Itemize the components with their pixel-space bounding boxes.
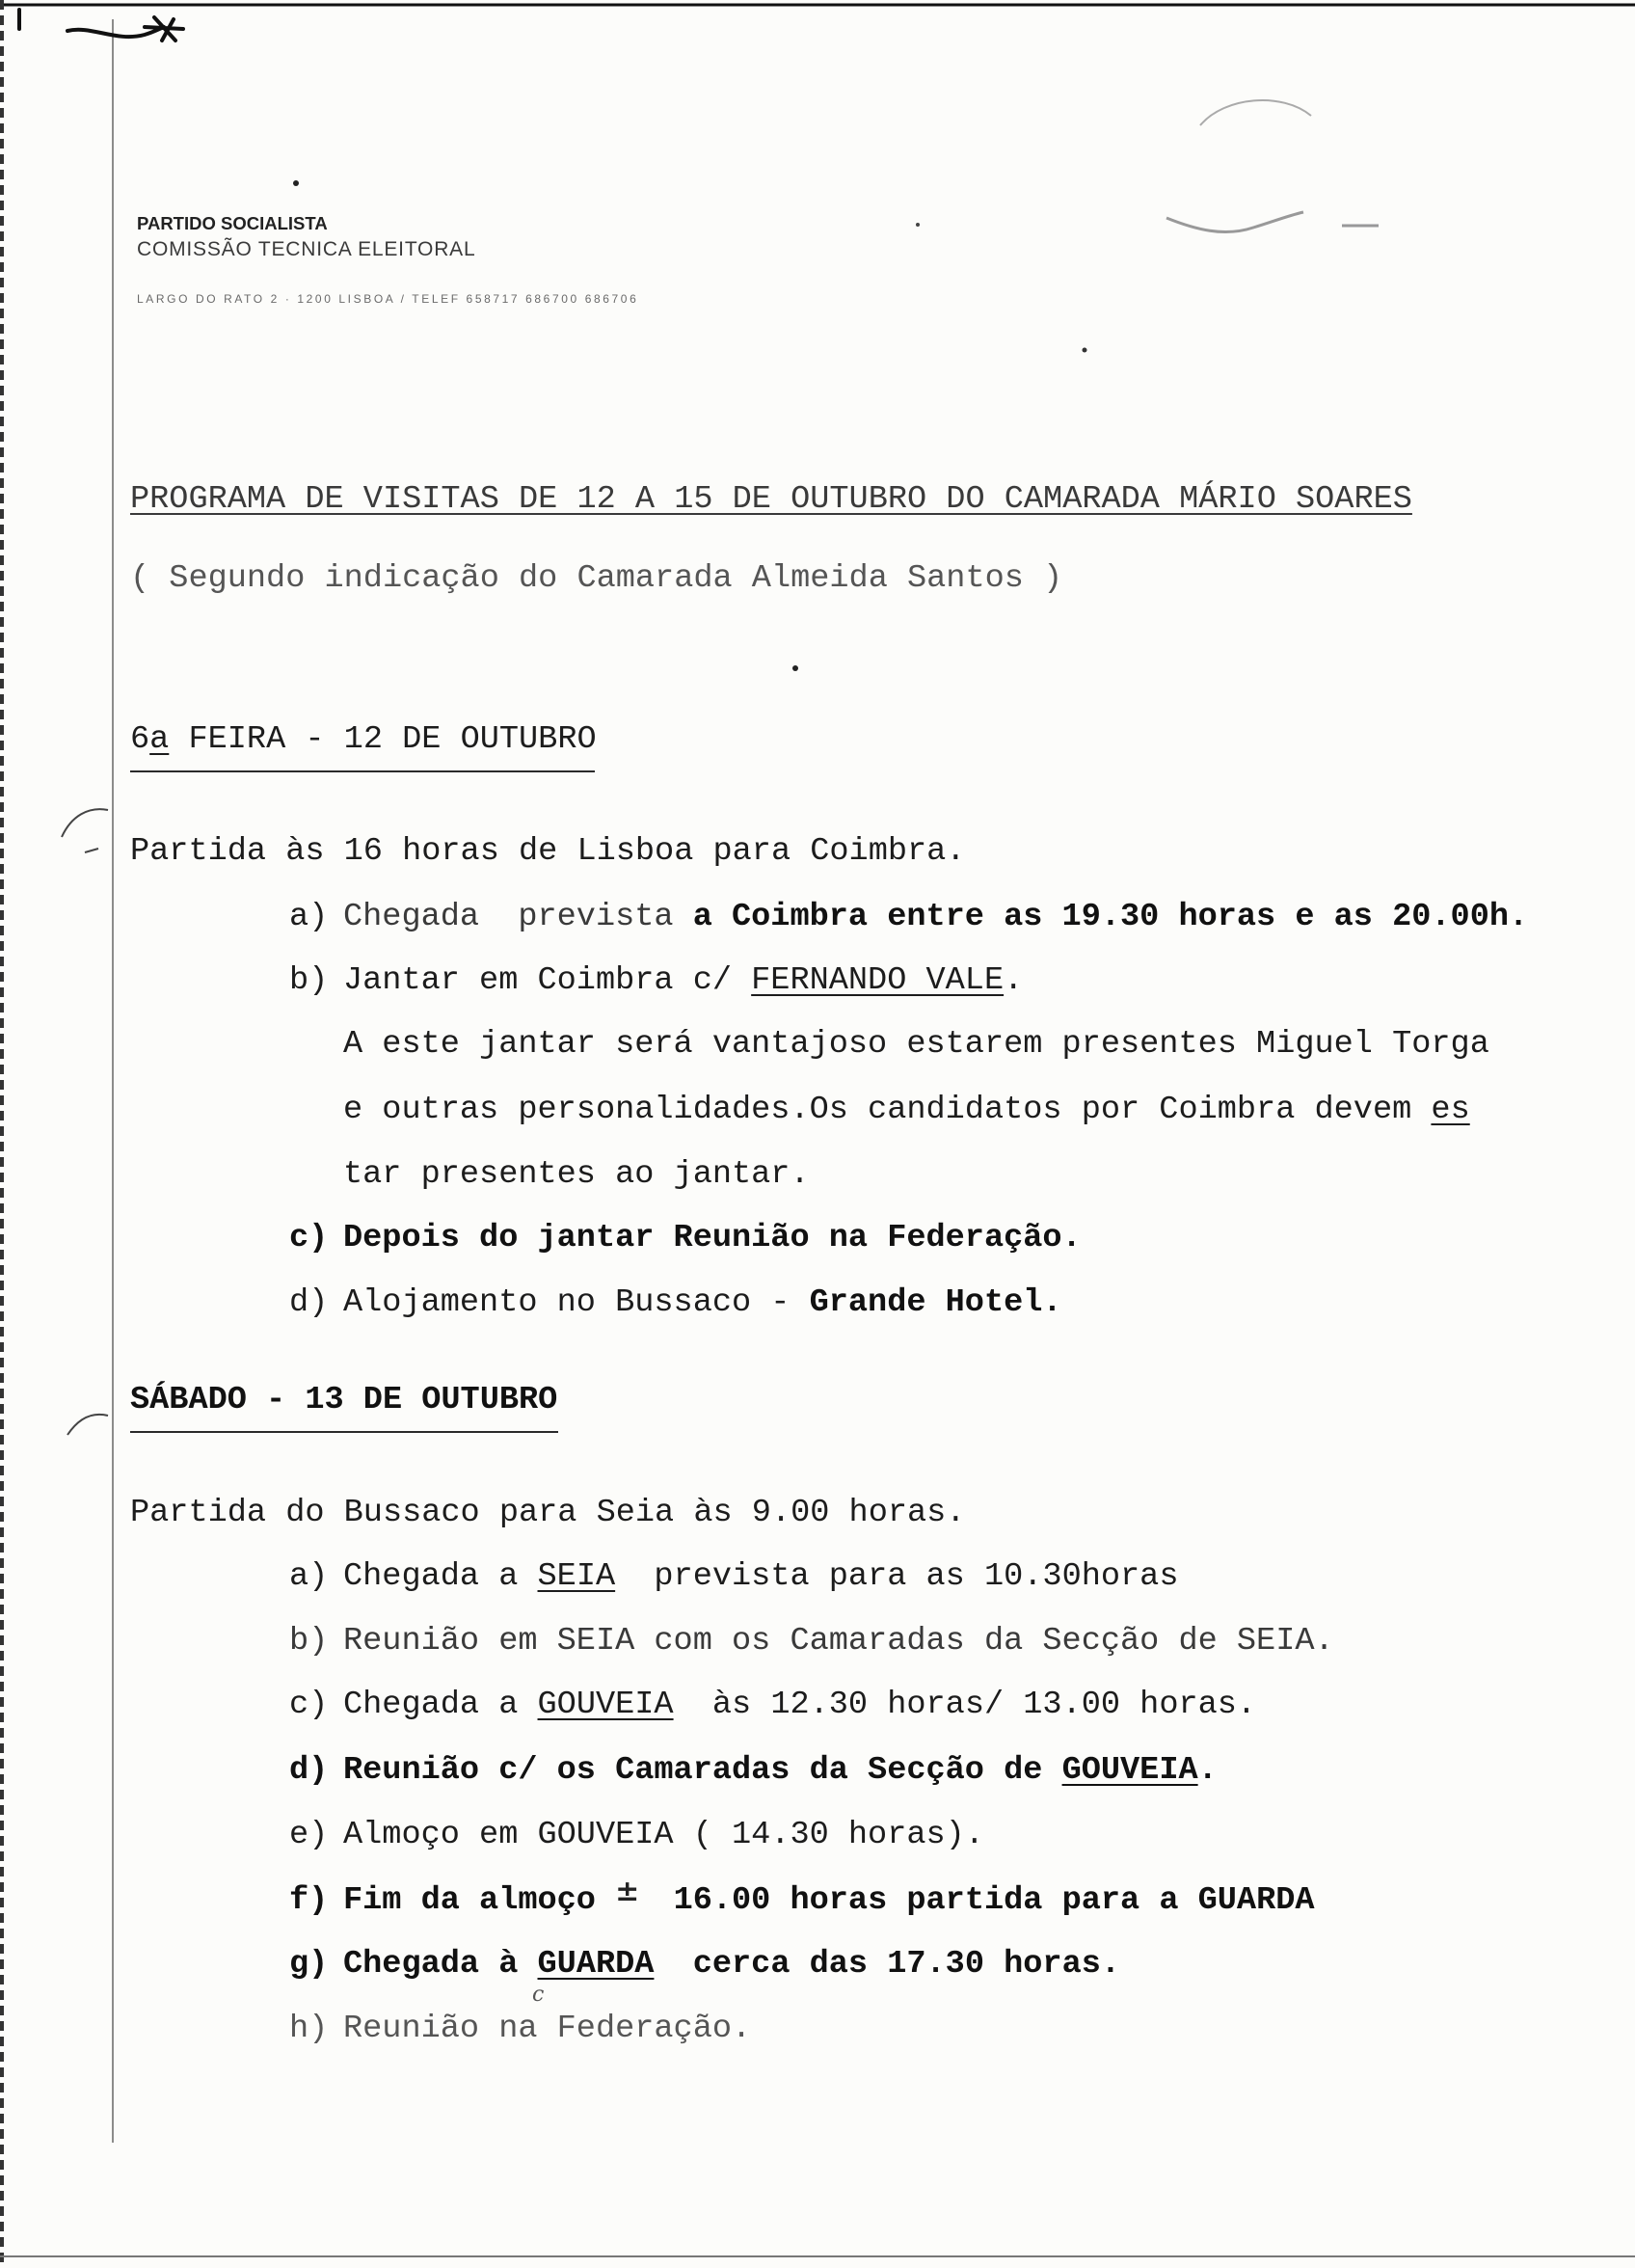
friday-item-b-continuation-2 [343,1092,1470,1128]
item-text: Reunião na Federação. [343,2011,752,2047]
friday-heading-rule [130,770,595,772]
saturday-item-c [289,1687,1256,1723]
item-text-end: prevista para as 10.30horas [615,1558,1179,1595]
item-text: Reunião em SEIA com os Camaradas da Secção de SEIA. [343,1623,1334,1660]
item-label: b) [289,962,329,999]
letterhead-dept: COMISSÃO TECNICA ELEITORAL [137,238,476,260]
saturday-item-h [289,2011,751,2047]
document-subtitle: ( Segundo indicação do Camarada Almeida Santos ) [130,560,1063,597]
item-underlined-place: GOUVEIA [537,1687,674,1723]
saturday-item-e [289,1817,984,1853]
stamp-smudge-scribble [1166,212,1379,232]
item-underlined-place: GOUVEIA [1061,1752,1198,1789]
handwritten-plus-minus-mark: ± [615,1875,640,1908]
friday-heading [130,721,597,758]
item-text-end: . [1004,962,1024,999]
margin-mark-2 [67,1415,108,1435]
item-text: Alojamento no Bussaco - [343,1284,810,1321]
item-text: Chegada prevista [343,899,693,935]
saturday-heading: SÁBADO - 13 DE OUTUBRO [130,1382,558,1418]
friday-heading-num: 6 [130,721,150,758]
friday-item-b-continuation-3: tar presentes ao jantar. [343,1156,810,1193]
item-text-strong: a Coimbra entre as 19.30 horas e as 20.00h. [692,899,1529,935]
item-text: Fim da almoço [343,1882,616,1919]
item-label: g) [289,1946,329,1983]
item-text: Jantar em Coimbra c/ [343,962,752,999]
item-text-end: às 12.30 horas/ 13.00 horas. [673,1687,1257,1723]
document-title: PROGRAMA DE VISITAS DE 12 A 15 DE OUTUBRO DO CAMARADA MÁRIO SOARES [130,481,1412,518]
stamp-smudge-arc [1200,100,1311,125]
item-text-strong: Grande Hotel. [809,1284,1062,1321]
item-underlined-place: SEIA [537,1558,616,1595]
ink-speck [1083,348,1087,353]
item-underlined-place: GUARDA [537,1946,655,1983]
ink-speck [293,180,299,186]
friday-heading-ordinal: a [149,721,170,758]
item-label: b) [289,1623,329,1660]
item-text: Reunião c/ os Camaradas da Secção de [343,1752,1062,1789]
item-label: f) [289,1882,329,1919]
item-text-end: 16.00 horas partida para a GUARDA [634,1882,1315,1919]
saturday-item-g [289,1946,1120,1983]
item-underlined-name: FERNANDO VALE [751,962,1005,999]
item-label: c) [289,1220,329,1256]
saturday-intro: Partida do Bussaco para Seia às 9.00 horas. [130,1495,966,1531]
letterhead-org: PARTIDO SOCIALISTA [137,213,328,233]
friday-item-b [289,962,1023,999]
saturday-heading-rule [130,1431,558,1433]
friday-item-d [289,1284,1062,1321]
item-text: Chegada a [343,1687,538,1723]
ink-speck [792,665,798,671]
saturday-item-f [289,1875,1315,1919]
friday-intro: Partida às 16 horas de Lisboa para Coimbra. [130,833,966,870]
saturday-item-a [289,1558,1178,1595]
item-text: Chegada à [343,1946,538,1983]
item-text-end: . [1197,1752,1218,1789]
friday-heading-rest: FEIRA - 12 DE OUTUBRO [169,721,597,758]
handwritten-note: c [532,1983,545,2007]
margin-mark-1 [62,809,108,852]
item-text: Almoço em GOUVEIA ( 14.30 horas). [343,1817,984,1853]
item-label: c) [289,1687,329,1723]
saturday-item-d [289,1752,1218,1789]
item-text: Depois do jantar Reunião na Federação. [343,1220,1082,1256]
item-label: d) [289,1752,329,1789]
friday-item-c [289,1220,1082,1256]
item-text-end: cerca das 17.30 horas. [654,1946,1121,1983]
friday-item-b-continuation-1: A este jantar será vantajoso estarem presentes Miguel Torga [343,1026,1489,1063]
item-text: Chegada a [343,1558,538,1595]
corner-scribble [19,10,183,40]
item-label: a) [289,1558,329,1595]
saturday-item-b [289,1623,1334,1660]
friday-item-a [289,899,1528,935]
item-label: d) [289,1284,329,1321]
letterhead-address: LARGO DO RATO 2 · 1200 LISBOA / TELEF 658717 686700 686706 [137,292,639,306]
item-label: h) [289,2011,329,2047]
ink-speck [916,223,920,227]
item-label: a) [289,899,329,935]
continuation-hyphen-fragment: es [1431,1092,1470,1128]
continuation-text: e outras personalidades.Os candidatos por Coimbra devem [343,1092,1432,1128]
item-label: e) [289,1817,329,1853]
